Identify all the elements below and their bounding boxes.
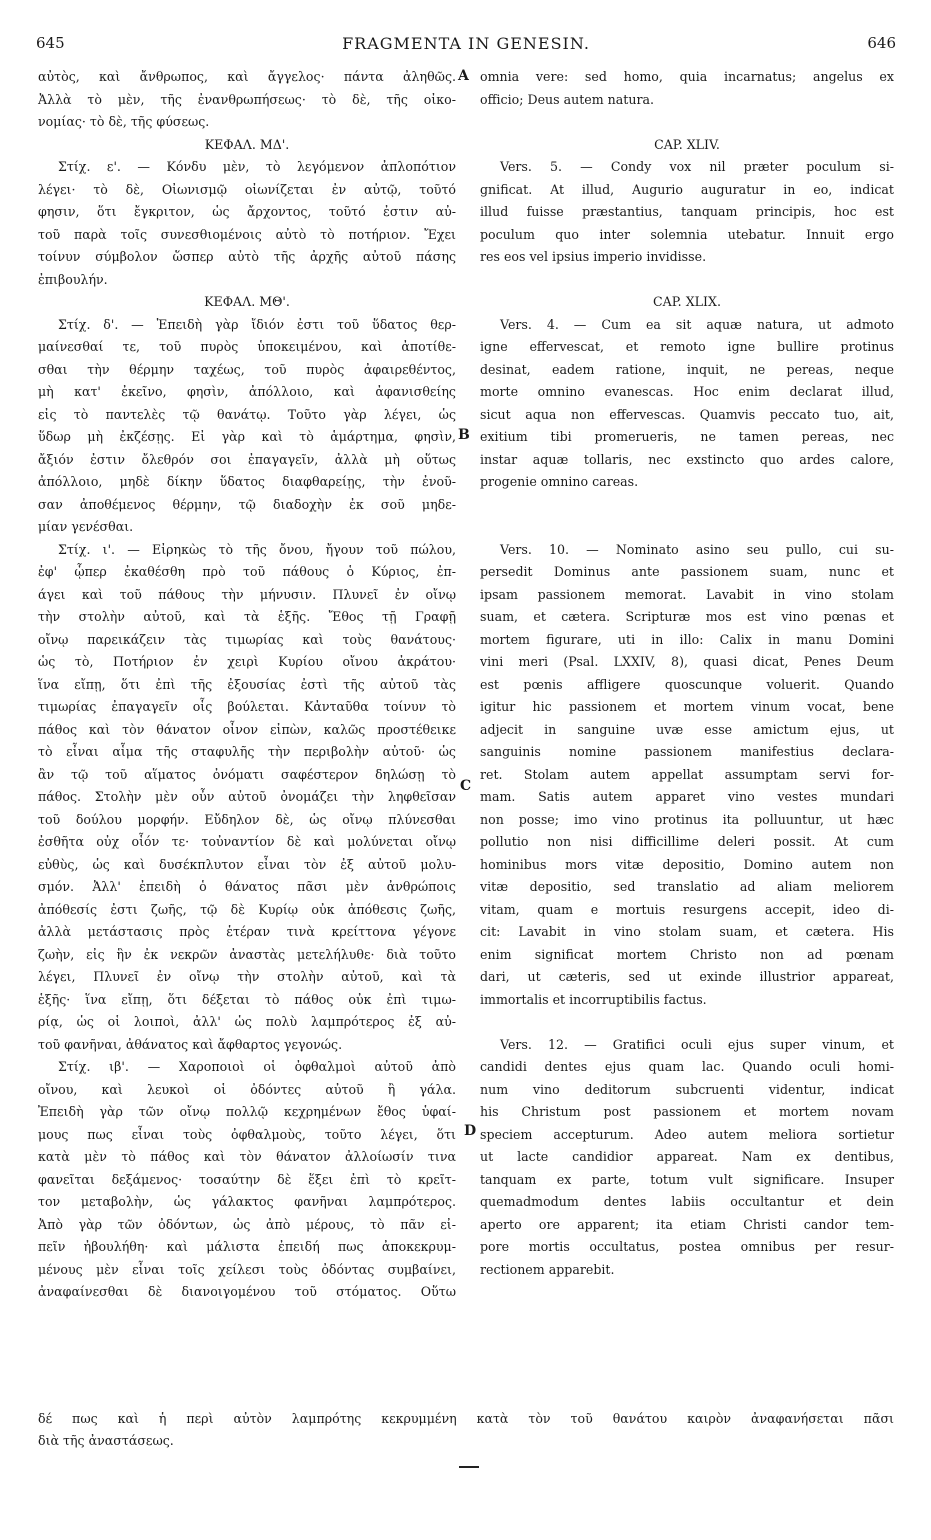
text-line: ἄξιόν ἐστιν ὄλεθρόν σοι ἐπαγαγεῖν, ἀλλὰ μὴ οὕτως bbox=[38, 451, 456, 467]
text-line: pollutio non nisi difficillime deleri possit. At cum bbox=[480, 834, 894, 849]
text-line: λέγει· τὸ δὲ, Οἰωνισμῷ οἰωνίζεται ἐν αὐτῷ, τοῦτό bbox=[38, 181, 456, 197]
text-line: μαίνεσθαί τε, τοῦ πυρὸς ὑποκειμένου, καὶ ἀποτίθε- bbox=[38, 339, 456, 354]
text-line: φανεῖται δεξάμενος· τοσαύτην δὲ ἕξει ἐπὶ τὸ κρεῖτ- bbox=[38, 1171, 456, 1187]
text-line: πάθος καὶ τὸν θάνατον οἶνον εἰπὼν, καλῶς προστέθεικε bbox=[38, 721, 456, 737]
text-line: hominibus mors vitæ depositio, Domino autem non bbox=[480, 856, 894, 872]
text-line: πεῖν ἠβουλήθη· καὶ μάλιστα ἐπειδή πως ἀποκεκρυμ- bbox=[38, 1239, 456, 1254]
text-line: ρίᾳ, ὡς οἱ λοιποὶ, ἀλλ' ὡς πολὺ λαμπρότερος ἐξ αὐ- bbox=[38, 1014, 456, 1029]
text-line: ζωὴν, εἰς ἣν ἐκ νεκρῶν ἀναστὰς μετελήλυθε· διὰ τοῦτο bbox=[38, 946, 456, 962]
text-line: illud fuisse præstantius, tanquam principis, hoc est bbox=[480, 204, 894, 219]
text-line: τον μεταβολὴν, ὡς γάλακτος φανῆναι λαμπρότερος. bbox=[38, 1194, 456, 1209]
text-line: gnificat. At illud, Augurio auguratur in eo, indicat bbox=[480, 181, 894, 197]
text-line: άγει καὶ τοῦ πάθους τὴν μήνυσιν. Πλυνεῖ ἐν οἴνῳ bbox=[38, 586, 456, 602]
text-line bbox=[480, 1011, 894, 1034]
text-line: τοῦ δούλου μορφήν. Εὔδηλον δὲ, ὡς οἴνῳ πλύνεσθαι bbox=[38, 811, 456, 827]
text-line: νομίας· τὸ δὲ, τῆς φύσεως. bbox=[38, 114, 210, 129]
text-line: his Christum post passionem et mortem novam bbox=[480, 1104, 894, 1119]
margin-letter-b: B bbox=[458, 427, 470, 443]
text-line: Ἀπὸ γὰρ τῶν ὀδόντων, ὡς ἀπὸ μέρους, τὸ πᾶν εἰ- bbox=[38, 1216, 456, 1232]
text-line: igne effervescat, et remoto igne bullire protinus bbox=[480, 339, 894, 354]
text-line: num vino deditorum subcruenti videntur, indicat bbox=[480, 1081, 894, 1097]
chapter-heading: ΚΕΦΑΛ. ΜΘ'. bbox=[204, 294, 290, 309]
text-line: Vers. 5. — Condy vox nil præter poculum si- bbox=[500, 159, 894, 174]
latin-column bbox=[480, 66, 894, 1281]
text-line: instar aquæ tollaris, nec exstincto quo ardes calore, bbox=[480, 451, 894, 467]
text-line bbox=[480, 111, 894, 134]
text-line: ret. Stolam autem appellat assumptam servi for- bbox=[480, 766, 894, 782]
text-line: mortem figurare, uti in illo: Calix in manu Domini bbox=[480, 631, 894, 647]
text-line: adjecit in sanguine uvæ esse amictum ejus, ut bbox=[480, 721, 894, 737]
text-line bbox=[480, 516, 894, 539]
text-line: ἀπόλλοιο, μηδὲ δίκην ὕδατος διαφθαρείῃς, τὴν ἐνοῦ- bbox=[38, 474, 456, 489]
text-line: omnia vere: sed homo, quia incarnatus; angelus ex bbox=[480, 69, 894, 84]
page-end-dash bbox=[459, 1466, 479, 1468]
text-line: ipsam passionem memorat. Lavabit in vino stolam bbox=[480, 586, 894, 602]
text-line: non posse; imo vino protinus ita polluuntur, ut hæc bbox=[480, 811, 894, 827]
margin-letter-d: D bbox=[464, 1123, 477, 1139]
text-line: vini meri (Psal. LXXIV, 8), quasi dicat, Penes Deum bbox=[480, 654, 894, 669]
text-line bbox=[480, 269, 894, 292]
text-line: dari, ut cæteris, sed ut exinde illustrior appareat, bbox=[480, 969, 894, 984]
text-line: tanquam ex parte, totum vult significare. Insuper bbox=[480, 1171, 894, 1187]
text-line: λέγει, Πλυνεῖ ἐν οἴνῳ τὴν στολὴν αὐτοῦ, καὶ τὰ bbox=[38, 969, 456, 984]
text-line: igitur hic passionem et mortem vinum vocat, bene bbox=[480, 699, 894, 714]
text-line: τοίνυν σύμβολον ὥσπερ αὐτὸ τῆς ἀρχῆς αὐτοῦ πάσης bbox=[38, 249, 456, 264]
text-line: ἀλλὰ μετάστασις πρὸς ἑτέραν τινὰ κρείττονα γέγονε bbox=[38, 924, 456, 939]
text-line: desinat, eadem ratione, inquit, ne pereas, neque bbox=[480, 361, 894, 377]
text-line: res eos vel ipsius imperio invidisse. bbox=[480, 249, 707, 264]
text-line: rectionem apparebit. bbox=[480, 1261, 615, 1277]
greek-column bbox=[38, 66, 456, 1304]
text-line: cit: Lavabit in vino stolam suam, et cætera. His bbox=[480, 924, 894, 939]
closing-line-end: διὰ τῆς ἀναστάσεως. bbox=[38, 1433, 174, 1448]
chapter-heading: CAP. XLIX. bbox=[653, 294, 721, 309]
text-line: aperto ore apparent; ita etiam Christi candor tem- bbox=[480, 1216, 894, 1232]
text-line: ἀναφαίνεσθαι δὲ διανοιγομένου τοῦ στόματος. Οὕτω bbox=[38, 1284, 456, 1299]
text-line: pore mortis occultatus, postea omnibus per resur- bbox=[480, 1239, 894, 1254]
text-line: Στίχ. ι'. — Εἰρηκὼς τὸ τῆς ὄνου, ἤγουν τοῦ πώλου, bbox=[58, 541, 456, 557]
text-line: poculum quo inter solemnia utebatur. Innuit ergo bbox=[480, 226, 894, 242]
running-header bbox=[36, 34, 896, 58]
text-line: candidi dentes ejus quam lac. Quando oculi homi- bbox=[480, 1059, 894, 1074]
text-line: exitium tibi promerueris, ne tamen pereas, nec bbox=[480, 429, 894, 444]
text-line: κατὰ μὲν τὸ πάθος καὶ τὸν θάνατον ἀλλοίωσίν τινα bbox=[38, 1149, 456, 1164]
text-line: τιμωρίας ἐπαγαγεῖν οἷς βούλεται. Κἀνταῦθα τοίνυν τὸ bbox=[38, 699, 456, 714]
text-line: officio; Deus autem natura. bbox=[480, 91, 654, 107]
text-line: vitam, quam e mortuis resurgens accepit, ideo di- bbox=[480, 901, 894, 917]
text-line: ut lacte candidior appareat. Nam ex dentibus, bbox=[480, 1149, 894, 1164]
text-line: ἐφ' ᾧπερ ἐκαθέσθη πρὸ τοῦ πάθους ὁ Κύριος, ἐπ- bbox=[38, 564, 456, 579]
text-line: ἐσθῆτα οὐχ οἷόν τε· τοὐναντίον δὲ καὶ μολύνεται οἴνῳ bbox=[38, 834, 456, 849]
text-line: μίαν γενέσθαι. bbox=[38, 519, 134, 534]
text-line: τοῦ παρὰ τοῖς συνεσθιομένοις αὐτὸ τὸ ποτήριον. Ἔχει bbox=[38, 226, 456, 242]
chapter-heading: CAP. XLIV. bbox=[654, 136, 720, 152]
text-line: σθαι τὴν θέρμην ταχέως, τοῦ πυρὸς ἀφαιρεθέντος, bbox=[38, 361, 456, 377]
text-line: σμόν. Ἀλλ' ἐπειδὴ ὁ θάνατος πᾶσι μὲν ἀνθρώποις bbox=[38, 879, 456, 894]
text-line: πάθος. Στολὴν μὲν οὖν αὐτοῦ ὀνομάζει τὴν ληφθεῖσαν bbox=[38, 789, 456, 804]
margin-letter-a: A bbox=[458, 68, 469, 84]
text-line: Στίχ. ιβ'. — Χαροποιοὶ οἱ ὀφθαλμοὶ αὐτοῦ ἀπὸ bbox=[58, 1059, 456, 1074]
running-title: FRAGMENTA IN GENESIN. bbox=[342, 34, 590, 53]
text-line: morte omnino evanescas. Hoc enim declarat illud, bbox=[480, 384, 894, 399]
chapter-heading: ΚΕΦΑΛ. ΜΔ'. bbox=[204, 136, 290, 152]
text-line: Vers. 12. — Gratifici oculi ejus super vinum, et bbox=[500, 1036, 894, 1052]
text-line: τὸ εἶναι αἷμα τῆς σταφυλῆς τὴν περιβολὴν αὐτοῦ· ὡς bbox=[38, 744, 456, 759]
text-line: σαν ἀποθέμενος θέρμην, τῷ διαδοχὴν ἐκ σοῦ μηδε- bbox=[38, 496, 456, 512]
text-line: αὐτὸς, καὶ ἄνθρωπος, καὶ ἄγγελος· πάντα ἀληθῶς. bbox=[38, 69, 456, 84]
text-line: οἴνῳ παρεικάζειν τὰς τιμωρίας καὶ τοὺς θανάτους· bbox=[38, 631, 456, 647]
text-line: μους πως εἶναι τοὺς ὀφθαλμοὺς, τοῦτο λέγει, ὅτι bbox=[38, 1126, 456, 1142]
text-line: enim significat mortem Christo non ad pœnam bbox=[480, 946, 894, 962]
text-line: ὡς τὸ, Ποτήριον ἐν χειρὶ Κυρίου οἴνου ἀκράτου· bbox=[38, 654, 456, 669]
text-line: φησιν, ὅτι ἔγκριτον, ὡς ἄρχοντος, τοῦτό ἐστιν αὐ- bbox=[38, 204, 456, 219]
text-line: ἑξῆς· ἵνα εἴπῃ, ὅτι δέξεται τὸ πάθος οὐκ ἐπὶ τιμω- bbox=[38, 991, 456, 1007]
text-line: ἀπόθεσίς ἐστι ζωῆς, τῷ δὲ Κυρίῳ οὐκ ἀπόθεσις ζωῆς, bbox=[38, 901, 456, 917]
text-line: Vers. 10. — Nominato asino seu pullo, cui su- bbox=[500, 541, 894, 557]
text-line: Ἀλλὰ τὸ μὲν, τῆς ἐνανθρωπήσεως· τὸ δὲ, τῆς οἰκο- bbox=[38, 91, 456, 107]
text-line: speciem accepturum. Adeo autem meliora sortietur bbox=[480, 1126, 894, 1142]
text-line: Ἐπειδὴ γὰρ τῶν οἴνῳ πολλῷ κεχρημένων ἔθος ὑφαί- bbox=[38, 1104, 456, 1119]
text-line: ἵνα εἴπῃ, ὅτι ἐπὶ τῆς ἐξουσίας ἐστὶ τῆς αὐτοῦ τὰς bbox=[38, 676, 456, 692]
text-line: ἐπιβουλήν. bbox=[38, 271, 108, 287]
text-line: εἰς τὸ παντελὲς τῷ θανάτῳ. Τοῦτο γὰρ λέγει, ὡς bbox=[38, 406, 456, 422]
text-line: est pœnis affligere quoscunque voluerit. Quando bbox=[480, 676, 894, 692]
page-number-right: 646 bbox=[867, 34, 896, 52]
text-line: quemadmodum dentes labiis occultantur et dein bbox=[480, 1194, 894, 1209]
text-line: immortalis et incorruptibilis factus. bbox=[480, 991, 707, 1007]
text-line: sanguinis nomine passionem manifestius declara- bbox=[480, 744, 894, 759]
text-line: vitæ depositio, sed translatio ad aliam meliorem bbox=[480, 879, 894, 894]
text-line: persedit Dominus ante passionem suam, nunc et bbox=[480, 564, 894, 579]
text-line: sicut aqua non effervescas. Quamvis peccato tuo, ait, bbox=[480, 406, 894, 422]
margin-letter-c: C bbox=[460, 778, 472, 794]
page-number-left: 645 bbox=[36, 34, 65, 52]
text-line: progenie omnino careas. bbox=[480, 474, 639, 489]
text-line: εὐθὺς, ὡς καὶ δυσέκπλυτον εἶναι τὸν ἐξ αὐτοῦ μολυ- bbox=[38, 856, 456, 872]
text-line: οἴνου, καὶ λευκοὶ οἱ ὀδόντες αὐτοῦ ἢ γάλα. bbox=[38, 1081, 456, 1097]
text-line: mam. Satis autem apparet vino vestes mundari bbox=[480, 789, 894, 804]
text-line: τοῦ φανῆναι, ἀθάνατος καὶ ἄφθαρτος γεγονώς. bbox=[38, 1036, 343, 1052]
text-line: τὴν στολὴν αὐτοῦ, καὶ τὰ ἑξῆς. Ἔθος τῇ Γραφῇ bbox=[38, 609, 456, 624]
text-line: ἂν τῷ τοῦ αἵματος ὀνόματι σαφέστερον δηλώσῃ τὸ bbox=[38, 766, 456, 782]
text-line bbox=[480, 494, 894, 517]
text-line: Vers. 4. — Cum ea sit aquæ natura, ut admoto bbox=[500, 316, 894, 332]
text-line: Στίχ. δ'. — Ἐπειδὴ γὰρ ἴδιόν ἐστι τοῦ ὕδατος θερ- bbox=[58, 316, 456, 332]
full-width-closing-line: δέ πως καὶ ἡ περὶ αὐτὸν λαμπρότης κεκρυμμένη κατὰ τὸν τοῦ θανάτου καιρὸν ἀναφανήσεται πᾶσι bbox=[38, 1411, 894, 1426]
text-line: μένους μὲν εἶναι τοῖς χείλεσι τοὺς ὀδόντας συμβαίνει, bbox=[38, 1261, 456, 1277]
text-line: ὕδωρ μὴ ἐκζέσῃς. Εἰ γὰρ καὶ τὸ ἁμάρτημα, φησὶν, bbox=[38, 429, 456, 444]
text-line: μὴ κατ' ἐκεῖνο, φησὶν, ἀπόλλοιο, καὶ ἀφανισθείης bbox=[38, 384, 456, 399]
text-line: Στίχ. ε'. — Κόνδυ μὲν, τὸ λεγόμενον ἀπλοπότιον bbox=[58, 159, 456, 174]
text-line: suam, et cætera. Scripturæ mos est vino pœnas et bbox=[480, 609, 894, 624]
